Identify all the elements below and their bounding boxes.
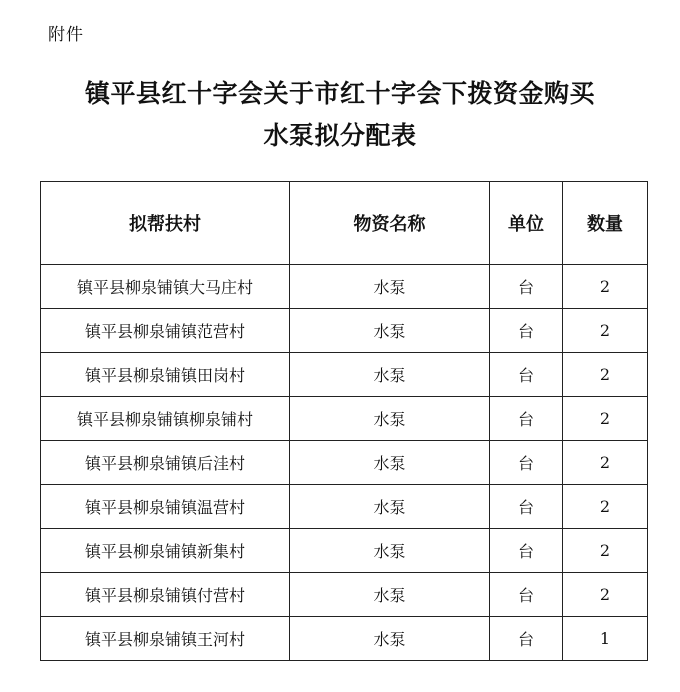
cell-item: 水泵	[290, 265, 490, 309]
cell-village: 镇平县柳泉铺镇田岗村	[41, 353, 290, 397]
cell-unit: 台	[490, 353, 563, 397]
cell-village: 镇平县柳泉铺镇付营村	[41, 573, 290, 617]
header-unit: 单位	[490, 182, 563, 265]
cell-quantity: 2	[563, 265, 648, 309]
allocation-table	[40, 181, 648, 661]
cell-village: 镇平县柳泉铺镇王河村	[41, 617, 290, 661]
table-row	[41, 529, 648, 573]
document-title-line-2: 水泵拟分配表	[263, 121, 417, 150]
cell-village: 镇平县柳泉铺镇新集村	[41, 529, 290, 573]
cell-item: 水泵	[290, 397, 490, 441]
table-row	[41, 309, 648, 353]
header-quantity: 数量	[563, 182, 648, 265]
table-row	[41, 265, 648, 309]
cell-item: 水泵	[290, 529, 490, 573]
table-row	[41, 485, 648, 529]
cell-village: 镇平县柳泉铺镇后洼村	[41, 441, 290, 485]
document-title-line-1: 镇平县红十字会关于市红十字会下拨资金购买	[84, 79, 595, 108]
table-header-row	[41, 182, 648, 265]
attachment-label: 附件	[48, 25, 84, 45]
cell-village: 镇平县柳泉铺镇柳泉铺村	[41, 397, 290, 441]
cell-unit: 台	[490, 397, 563, 441]
cell-quantity: 2	[563, 485, 648, 529]
cell-village: 镇平县柳泉铺镇温营村	[41, 485, 290, 529]
cell-quantity: 1	[563, 617, 648, 661]
cell-item: 水泵	[290, 353, 490, 397]
cell-quantity: 2	[563, 529, 648, 573]
cell-item: 水泵	[290, 441, 490, 485]
cell-unit: 台	[490, 617, 563, 661]
cell-quantity: 2	[563, 397, 648, 441]
cell-quantity: 2	[563, 309, 648, 353]
table-row	[41, 353, 648, 397]
cell-village: 镇平县柳泉铺镇大马庄村	[41, 265, 290, 309]
table-row	[41, 617, 648, 661]
cell-unit: 台	[490, 441, 563, 485]
header-village: 拟帮扶村	[41, 182, 290, 265]
cell-item: 水泵	[290, 309, 490, 353]
cell-quantity: 2	[563, 573, 648, 617]
cell-quantity: 2	[563, 441, 648, 485]
header-item-name: 物资名称	[290, 182, 490, 265]
cell-unit: 台	[490, 265, 563, 309]
cell-unit: 台	[490, 573, 563, 617]
cell-unit: 台	[490, 309, 563, 353]
cell-quantity: 2	[563, 353, 648, 397]
cell-item: 水泵	[290, 485, 490, 529]
cell-village: 镇平县柳泉铺镇范营村	[41, 309, 290, 353]
cell-unit: 台	[490, 485, 563, 529]
cell-unit: 台	[490, 529, 563, 573]
table-row	[41, 573, 648, 617]
cell-item: 水泵	[290, 617, 490, 661]
table-row	[41, 397, 648, 441]
table-row	[41, 441, 648, 485]
cell-item: 水泵	[290, 573, 490, 617]
